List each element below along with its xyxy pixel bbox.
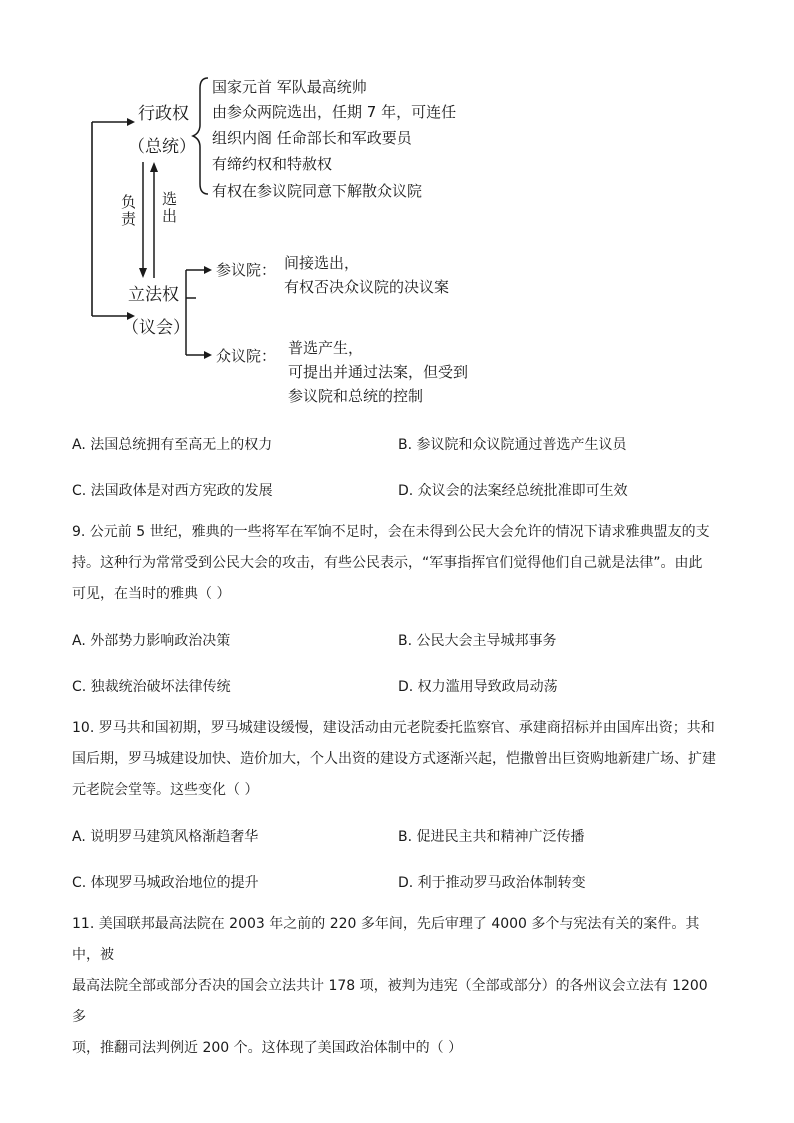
q9-line-1: 9. 公元前 5 世纪，雅典的一些将军在军饷不足时，会在未得到公民大会允许的情况下请求雅典盟友的支 <box>72 524 710 540</box>
senate-arrowhead <box>204 266 212 274</box>
executive-power-3: 组织内阁 任命部长和军政要员 <box>212 129 412 147</box>
q9-option-a: A. 外部势力影响政治决策 <box>72 633 231 649</box>
question-10 <box>72 713 722 806</box>
executive-title: 行政权 <box>138 104 189 124</box>
executive-power-1: 国家元首 军队最高统帅 <box>212 78 367 96</box>
q9-option-d: D. 权力滥用导致政局动荡 <box>398 679 558 695</box>
legislature-title: 立法权 <box>128 285 179 305</box>
responsibility-arrow <box>139 162 147 278</box>
q8-option-d: D. 众议会的法案经总统批准即可生效 <box>398 483 628 499</box>
q8-option-a: A. 法国总统拥有至高无上的权力 <box>72 437 273 453</box>
question-9 <box>72 517 722 610</box>
chamber-branch <box>186 270 206 355</box>
q11-line-2: 最高法院全部或部分否决的国会立法共计 178 项，被判为违宪（全部或部分）的各州议会立法有 1200 多 <box>72 978 708 1025</box>
q8-option-b: B. 参议院和众议院通过普选产生议员 <box>398 437 627 453</box>
arrow-label-chu: 出 <box>162 207 178 225</box>
executive-brace <box>193 78 208 194</box>
executive-power-4: 有缔约权和特赦权 <box>212 155 333 173</box>
q9-line-2: 持。这种行为常常受到公民大会的攻击，有些公民表示，“军事指挥官们觉得他们自己就是法律”。由此 <box>72 555 703 571</box>
q9-option-b: B. 公民大会主导城邦事务 <box>398 633 557 649</box>
q10-option-d: D. 利于推动罗马政治体制转变 <box>398 875 586 891</box>
legislature-subtitle: （议会） <box>122 318 190 338</box>
arrow-label-xuan: 选 <box>162 190 178 208</box>
executive-power-2: 由参众两院选出，任期 7 年，可连任 <box>212 103 457 121</box>
q10-option-c: C. 体现罗马城政治地位的提升 <box>72 875 259 891</box>
chamber-line-1: 普选产生， <box>288 339 364 357</box>
q10-option-a: A. 说明罗马建筑风格渐趋奢华 <box>72 829 259 845</box>
q10-line-2: 国后期，罗马城建设加快、造价加大，个人出资的建设方式逐渐兴起，恺撒曾出巨资购地新建广场、扩建 <box>72 751 716 767</box>
political-structure-diagram <box>0 0 794 420</box>
q9-line-3: 可见，在当时的雅典（ ） <box>72 586 231 602</box>
chamber-line-3: 参议院和总统的控制 <box>288 387 424 405</box>
senate-line-2: 有权否决众议院的决议案 <box>284 278 450 296</box>
arrow-label-fu: 负 <box>121 193 137 211</box>
senate-line-1: 间接选出， <box>284 254 360 272</box>
question-11 <box>72 909 722 1064</box>
outer-arrowhead-top <box>127 118 135 126</box>
q9-option-c: C. 独裁统治破坏法律传统 <box>72 679 231 695</box>
q11-line-3: 项，推翻司法判例近 200 个。这体现了美国政治体制中的（ ） <box>72 1040 463 1056</box>
arrow-label-ze: 责 <box>121 210 137 228</box>
q8-option-c: C. 法国政体是对西方宪政的发展 <box>72 483 273 499</box>
q10-line-1: 10. 罗马共和国初期，罗马城建设缓慢，建设活动由元老院委托监察官、承建商招标并由国库出资；共和 <box>72 720 715 736</box>
q11-line-1: 11. 美国联邦最高法院在 2003 年之前的 220 多年间，先后审理了 4000 多个与宪法有关的案件。其中，被 <box>72 916 700 963</box>
executive-power-5: 有权在参议院同意下解散众议院 <box>212 182 423 200</box>
q10-line-3: 元老院会堂等。这些变化（ ） <box>72 782 259 798</box>
chamber-line-2: 可提出并通过法案，但受到 <box>288 363 469 381</box>
executive-subtitle: （总统） <box>128 137 196 157</box>
election-arrow <box>150 162 158 278</box>
senate-label: 参议院： <box>216 261 277 279</box>
q10-option-b: B. 促进民主共和精神广泛传播 <box>398 829 585 845</box>
chamber-label: 众议院： <box>216 347 277 365</box>
chamber-arrowhead <box>204 351 212 359</box>
